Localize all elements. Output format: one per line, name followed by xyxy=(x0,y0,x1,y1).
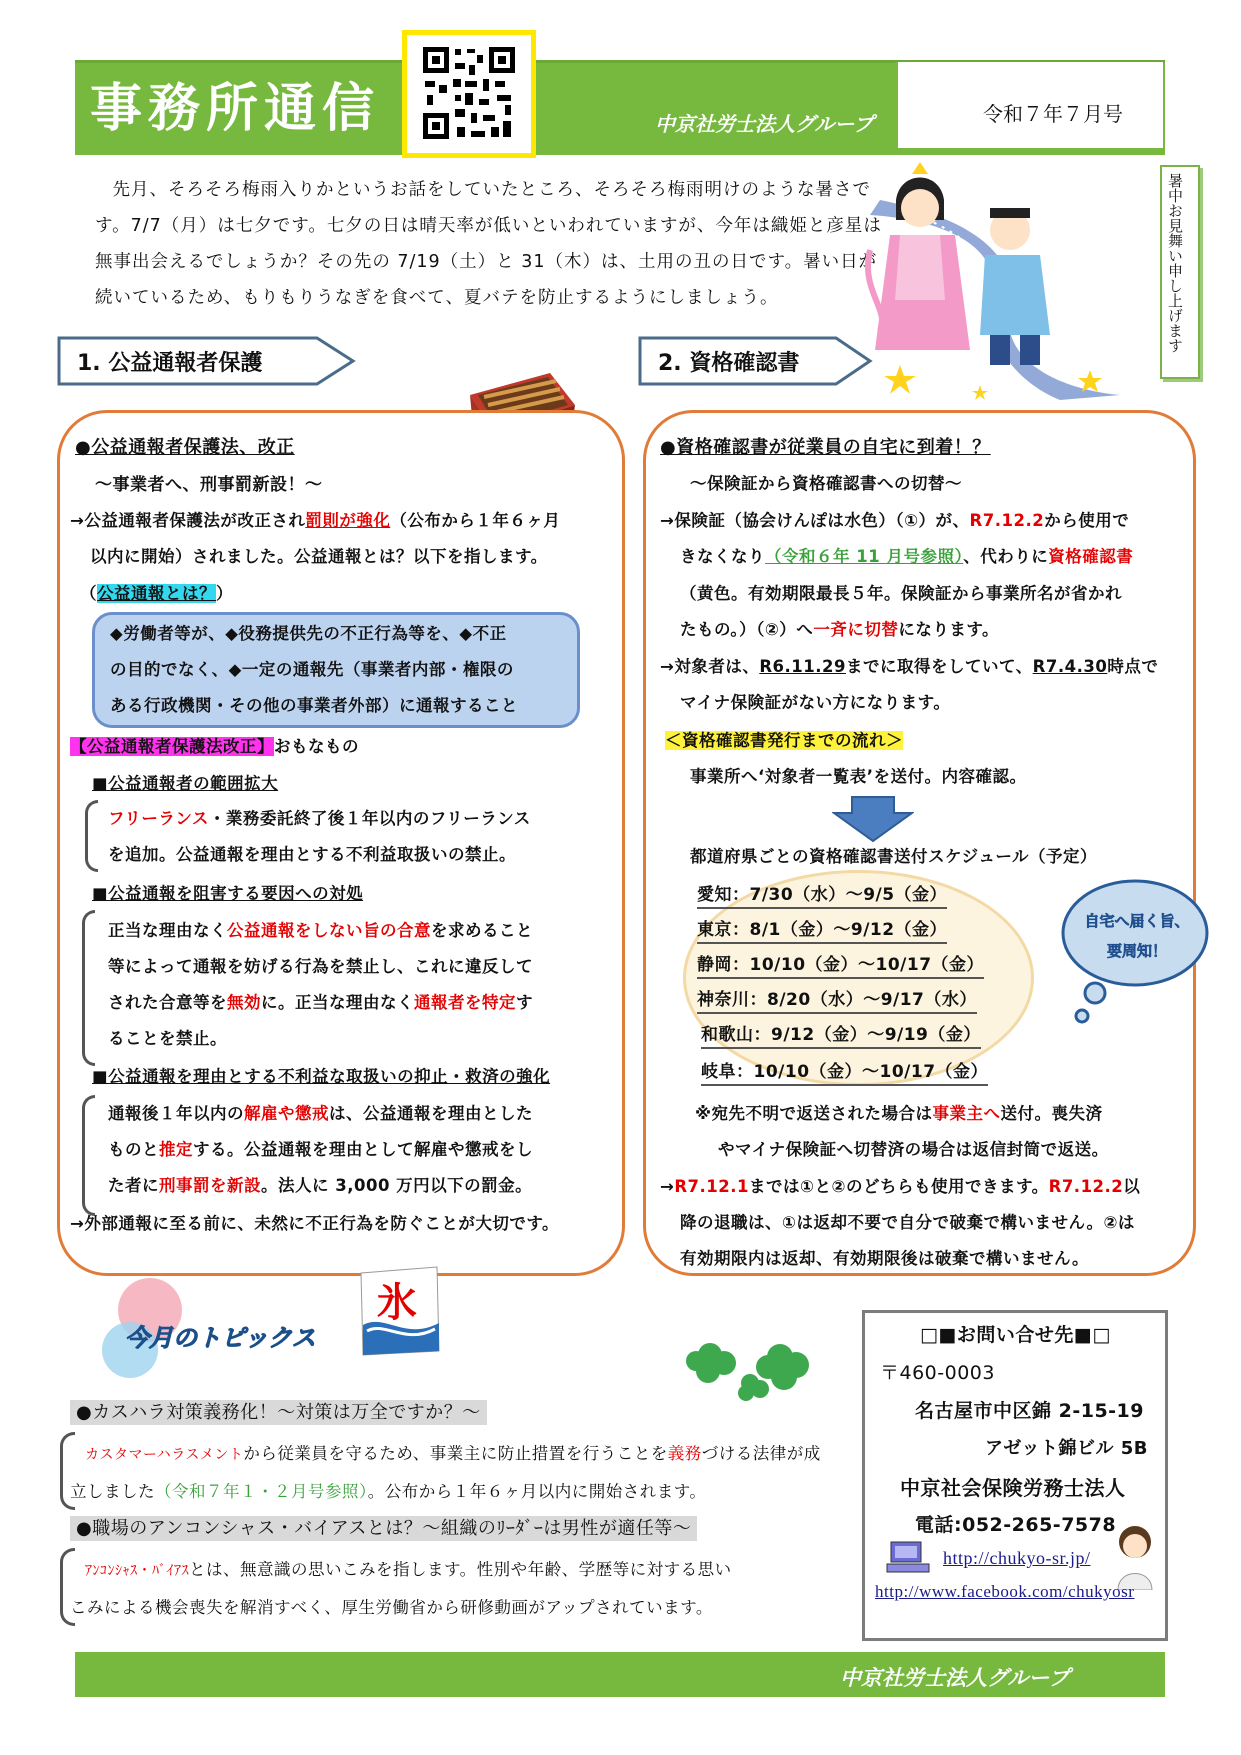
section2-p3: （黄色。有効期限最長５年。保険証から事業所名が省かれ xyxy=(680,584,1122,603)
section2-p5: →対象者は、R6.11.29までに取得をしていて、R7.4.30時点で xyxy=(660,657,1159,676)
computer-icon xyxy=(885,1540,937,1578)
notice-bubble-text: 自宅へ届く旨、要周知！ xyxy=(1084,912,1190,960)
revision-heading: 【公益通報者保護法改正】おもなもの xyxy=(70,737,359,756)
intro-paragraph xyxy=(95,172,885,316)
footer-group-name: 中京社労士法人グループ xyxy=(840,1666,1070,1690)
point3-heading: ■公益通報を理由とする不利益な取扱いの抑止・救済の強化 xyxy=(92,1067,551,1086)
section1-title: ●公益通報者保護法、改正 xyxy=(75,437,295,458)
schedule-item: 愛知：7/30（水）～9/5（金） xyxy=(697,880,947,905)
section1-heading xyxy=(57,336,357,386)
flow-heading: ＜資格確認書発行までの流れ＞ xyxy=(665,731,903,750)
point3-line-2: ものと推定する。公益通報を理由として解雇や懲戒をし xyxy=(108,1140,533,1159)
contact-zip: 〒460-0003 xyxy=(880,1362,995,1384)
topics-logo xyxy=(95,1270,335,1380)
schedule-item: 静岡：10/10（金）～10/17（金） xyxy=(697,950,984,975)
contact-title: □■お問い合せ先■□ xyxy=(920,1324,1111,1346)
schedule-item: 岐阜：10/10（金）～10/17（金） xyxy=(701,1057,988,1082)
contact-address-2: アゼット錦ビル 5B xyxy=(985,1438,1148,1459)
intro-text: 先月、そろそろ梅雨入りかというお話をしていたところ、そろそろ梅雨明けのような暑さです。7/7（月）は七夕です。七夕の日は晴天率が低いといわれていますが、今年は織姫と彦星は無事出会えるでしょうか？その先の 7/19（土）と 31（木）は、土用の丑の日です。暑い日が続いているため、もりもりうなぎを食べて、夏バテを防止するようにしましょう。 xyxy=(95,180,882,308)
issue-box xyxy=(895,62,1163,148)
point1-line-2: を追加。公益通報を理由とする不利益取扱いの禁止。 xyxy=(108,845,516,864)
kakigori-flag-icon xyxy=(355,1265,443,1357)
definition-line-1: ◆労働者等が、◆役務提供先の不正行為等を、◆不正 xyxy=(110,624,507,643)
point2-bracket xyxy=(82,910,95,1066)
section1-conclusion: →外部通報に至る前に、未然に不正行為を防ぐことが大切です。 xyxy=(70,1214,560,1233)
section2-p4: たもの。）（②）へ一斉に切替になります。 xyxy=(680,620,999,639)
kakigori-flag-text: 氷 xyxy=(377,1280,417,1326)
point2-line-1: 正当な理由なく公益通報をしない旨の合意を求めること xyxy=(108,921,533,940)
contact-address-1: 名古屋市中区錦 2-15-19 xyxy=(915,1400,1144,1422)
section2-heading xyxy=(638,336,874,386)
section2-p6: マイナ保険証がない方になります。 xyxy=(680,693,951,712)
website-link[interactable]: http://chukyo-sr.jp/ xyxy=(943,1548,1091,1568)
facebook-link[interactable]: http://www.facebook.com/chukyosr xyxy=(875,1582,1135,1601)
end-line-3: 有効期限内は返却、有効期限後は破棄で構いません。 xyxy=(680,1249,1089,1268)
schedule-title: 都道府県ごとの資格確認書送付スケジュール（予定） xyxy=(690,847,1098,866)
point1-line-1: フリーランス・業務委託終了後１年以内のフリーランス xyxy=(108,809,531,828)
down-arrow-icon xyxy=(832,795,914,847)
schedule-item: 東京：8/1（金）～9/12（金） xyxy=(697,915,947,940)
note-line-2: やマイナ保険証へ切替済の場合は返信封筒で返送。 xyxy=(718,1140,1109,1159)
section2-p2: きなくなり（令和６年 11 月号参照）、代わりに資格確認書 xyxy=(680,547,1134,566)
summer-greeting-card xyxy=(1160,165,1200,379)
contact-company: 中京社会保険労務士法人 xyxy=(900,1476,1126,1500)
note-line-1: ※宛先不明で返送された場合は事業主へ送付。喪失済 xyxy=(695,1104,1103,1123)
point2-line-4: ることを禁止。 xyxy=(108,1029,227,1048)
section2-title: ●資格確認書が従業員の自宅に到着！？ xyxy=(660,437,991,458)
newsletter-title: 事務所通信 xyxy=(90,79,381,139)
topic2-line-1: ｱﾝｺﾝｼｬｽ・ﾊﾞｲｱｽとは、無意識の思いこみを指します。性別や年齢、学歴等に対する思い xyxy=(85,1560,732,1579)
section1-question: （公益通報とは？） xyxy=(80,584,233,603)
issue-date: 令和７年７月号 xyxy=(983,102,1123,126)
topics-logo-text: 今月のトピックス xyxy=(125,1324,316,1352)
definition-line-3: ある行政機関・その他の事業者外部）に通報すること xyxy=(110,696,518,715)
definition-line-2: の目的でなく、◆一定の通報先（事業者内部・権限の xyxy=(110,660,514,679)
end-line-1: →R7.12.1までは①と②のどちらも使用できます。R7.12.2以 xyxy=(660,1177,1141,1196)
schedule-item: 神奈川：8/20（水）～9/17（水） xyxy=(697,985,977,1010)
section2-heading-label: 2. 資格確認書 xyxy=(658,351,800,376)
point3-bracket xyxy=(82,1095,95,1216)
staff-avatar xyxy=(1110,1520,1160,1590)
point3-line-1: 通報後１年以内の解雇や懲戒は、公益通報を理由とした xyxy=(108,1104,533,1123)
section2-p1: →保険証（協会けんぽは水色）（①）が、R7.12.2から使用で xyxy=(660,511,1130,530)
qr-code-icon[interactable] xyxy=(402,30,536,158)
point1-heading: ■公益通報者の範囲拡大 xyxy=(92,774,279,793)
end-line-2: 降の退職は、①は返却不要で自分で破棄で構いません。②は xyxy=(680,1213,1135,1232)
flow-step-1: 事業所へ‘対象者一覧表’を送付。内容確認。 xyxy=(690,767,1027,786)
point1-bracket xyxy=(85,800,98,872)
section2-subtitle: ～保険証から資格確認書への切替～ xyxy=(690,474,962,493)
header-group-name: 中京社労士法人グループ xyxy=(655,112,874,136)
clover-icon xyxy=(680,1335,830,1405)
section1-p1: →公益通報者保護法が改正され罰則が強化（公布から１年６ヶ月 xyxy=(70,511,561,530)
point2-heading: ■公益通報を阻害する要因への対処 xyxy=(92,884,364,903)
schedule-item: 和歌山：9/12（金）～9/19（金） xyxy=(701,1020,981,1045)
point2-line-3: された合意等を無効に。正当な理由なく通報者を特定す xyxy=(108,993,533,1012)
point2-line-2: 等によって通報を妨げる行為を禁止し、これに違反して xyxy=(108,957,533,976)
topic2-line-2: こみによる機会喪失を解消すべく、厚生労働省から研修動画がアップされています。 xyxy=(70,1598,713,1617)
section1-heading-label: 1. 公益通報者保護 xyxy=(77,351,263,376)
topic1-line-2: 立しました（令和７年１・２月号参照）。公布から１年６ヶ月以内に開始されます。 xyxy=(70,1482,707,1501)
topic1-line-1: カスタマーハラスメントから従業員を守るため、事業主に防止措置を行うことを義務づける法律が成 xyxy=(85,1444,821,1463)
tanabata-illustration xyxy=(860,160,1150,400)
contact-phone: 電話:052-265-7578 xyxy=(915,1514,1117,1536)
topic2-title: ●職場のアンコンシャス・バイアスとは？～組織のﾘｰﾀﾞｰは男性が適任等～ xyxy=(70,1514,697,1540)
section1-p1-cont: 以内に開始）されました。公益通報とは？以下を指します。 xyxy=(90,547,548,566)
point3-line-3: た者に刑事罰を新設。法人に 3,000 万円以下の罰金。 xyxy=(108,1176,533,1195)
summer-greeting-text: 暑中お見舞い申し上げます xyxy=(1166,173,1184,353)
topic1-title: ●カスハラ対策義務化！～対策は万全ですか？～ xyxy=(70,1398,487,1424)
section1-subtitle: ～事業者へ、刑事罰新設！～ xyxy=(95,475,323,495)
